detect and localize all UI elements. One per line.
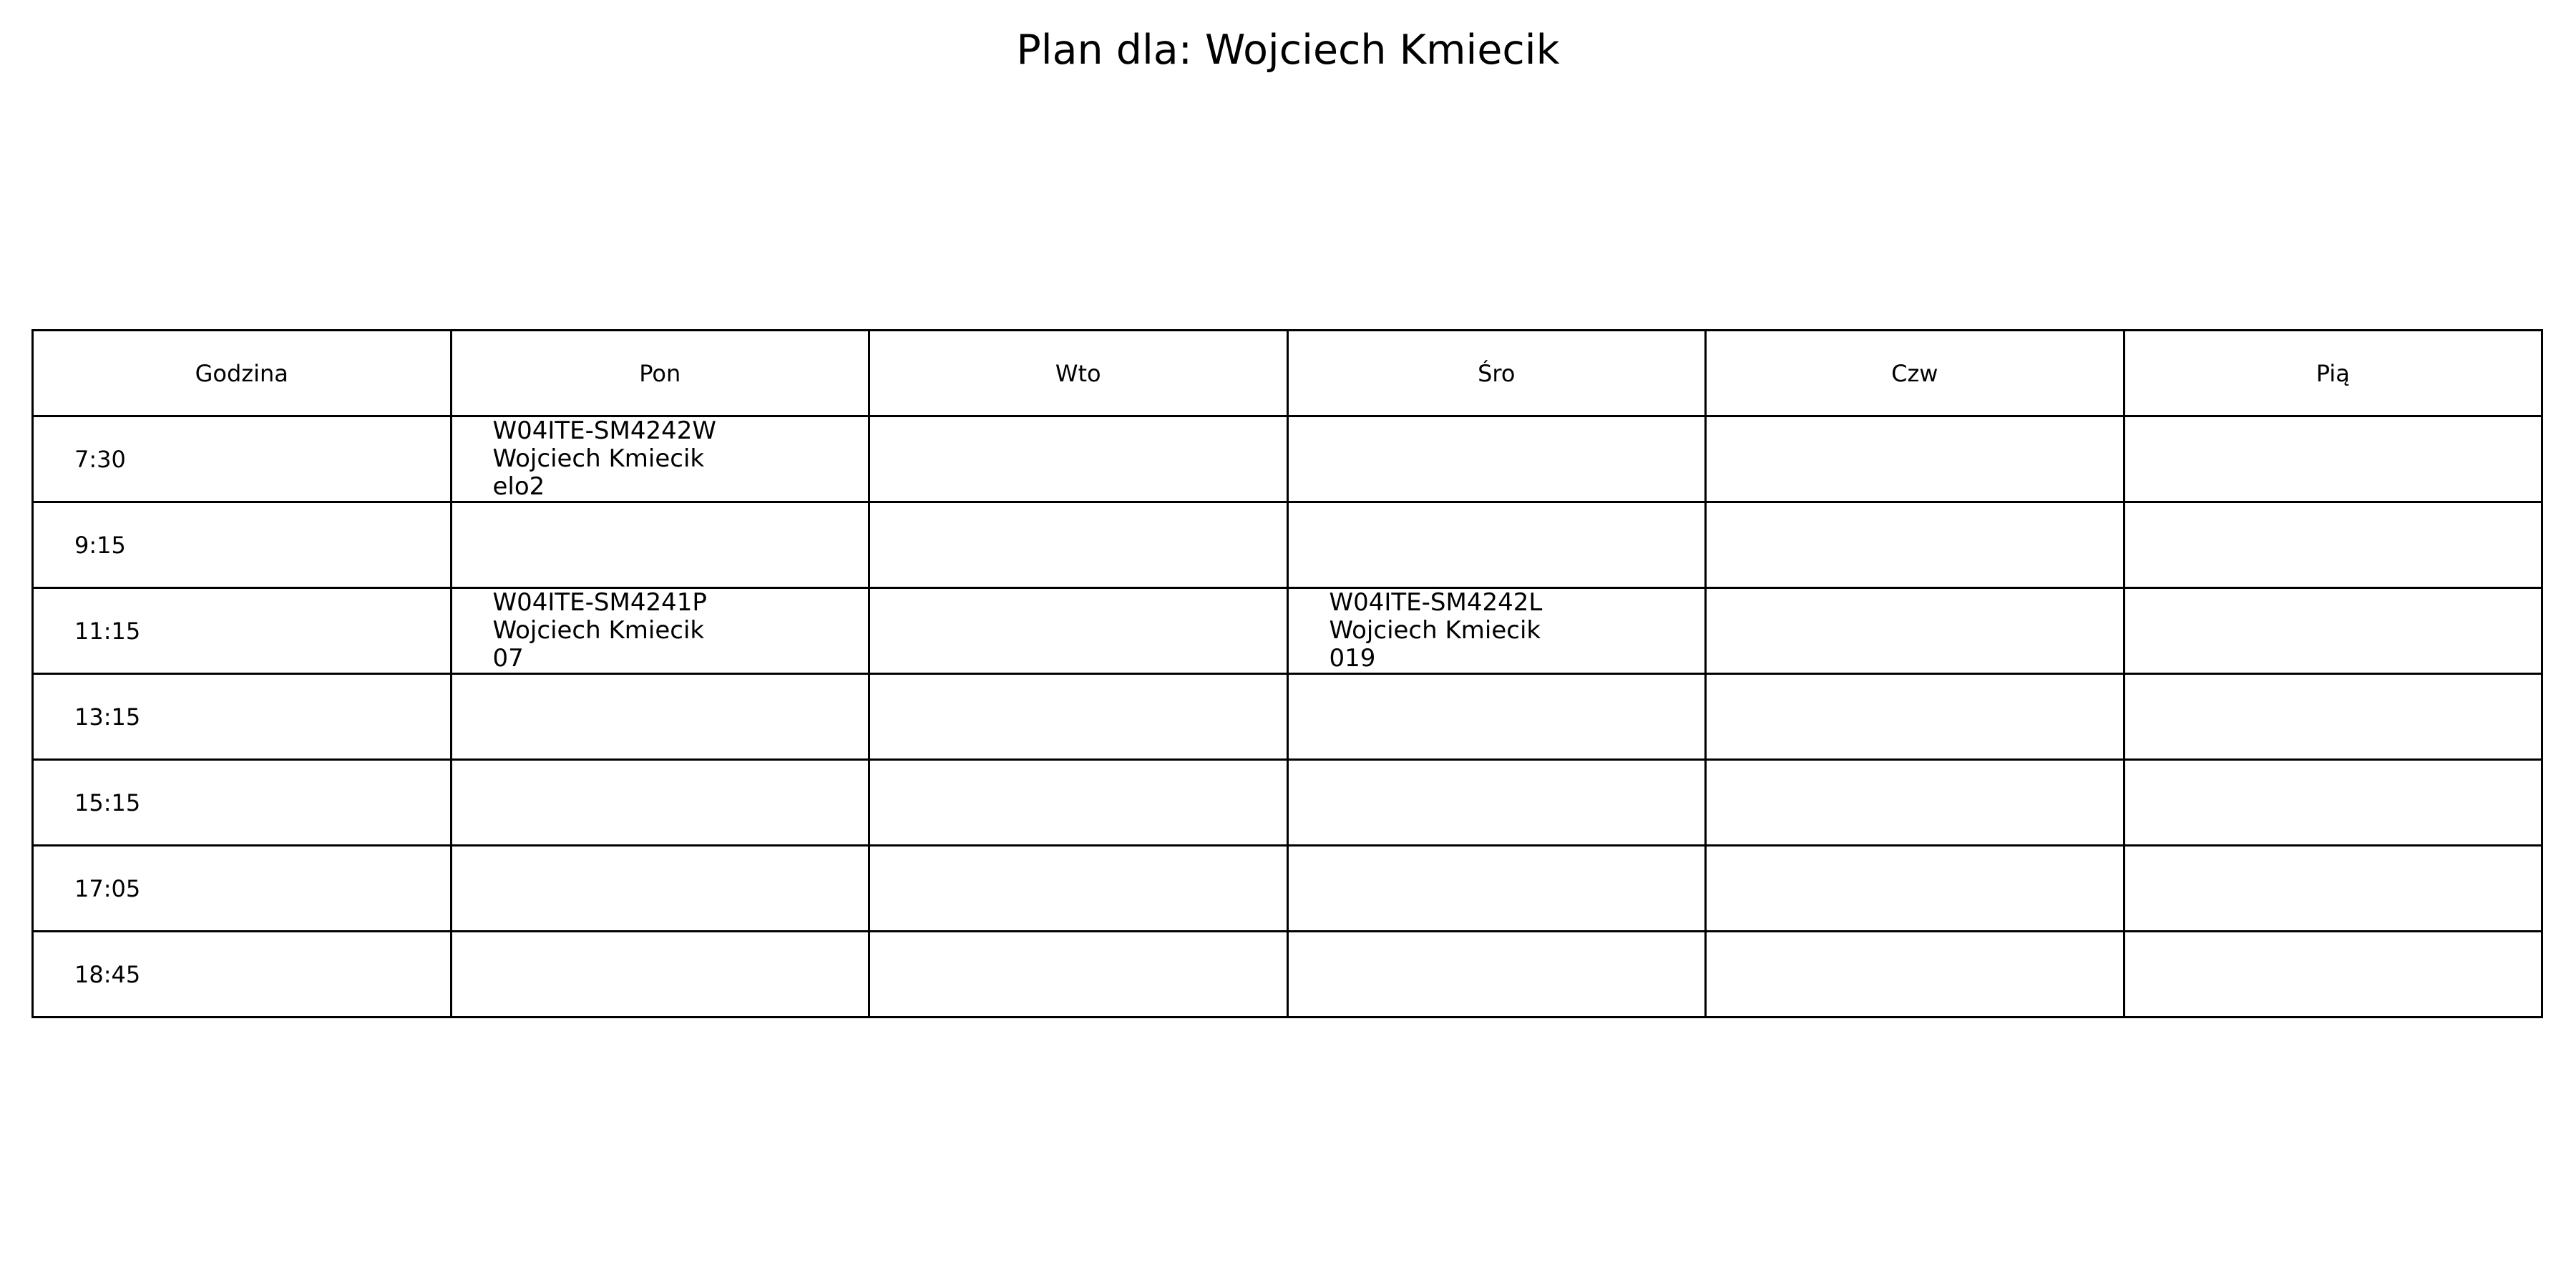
- table-row: [33, 932, 2542, 1018]
- schedule-cell: [451, 416, 869, 502]
- time-cell: [33, 588, 452, 674]
- schedule-cell: [451, 588, 869, 674]
- time-label: 17:05: [74, 874, 141, 902]
- schedule-cell: [1287, 588, 1706, 674]
- teacher-name: Wojciech Kmiecik: [492, 444, 705, 473]
- room-number: elo2: [492, 472, 545, 501]
- schedule-cell: [869, 932, 1288, 1018]
- course-code: W04ITE-SM4242L: [1329, 588, 1543, 617]
- table-row: [33, 416, 2542, 502]
- schedule-cell: [869, 674, 1288, 760]
- course-code: W04ITE-SM4242W: [492, 416, 716, 445]
- table-row: [33, 760, 2542, 846]
- schedule-cell: [1706, 416, 2124, 502]
- header-thursday: Czw: [1706, 331, 2124, 416]
- schedule-cell: [451, 932, 869, 1018]
- schedule-cell: [451, 846, 869, 932]
- table-row: [33, 588, 2542, 674]
- time-cell: [33, 846, 452, 932]
- schedule-cell: [1287, 760, 1706, 846]
- header-wednesday: Śro: [1287, 331, 1706, 416]
- schedule-cell: [2124, 502, 2542, 588]
- time-label: 13:15: [74, 703, 141, 731]
- room-number: 019: [1329, 644, 1376, 673]
- schedule-cell: [2124, 588, 2542, 674]
- schedule-cell: [2124, 674, 2542, 760]
- page-title: Plan dla: Wojciech Kmiecik: [1016, 26, 1560, 74]
- schedule-table: [31, 329, 2543, 1018]
- room-number: 07: [492, 644, 524, 673]
- schedule-cell: [1706, 502, 2124, 588]
- schedule-cell: [869, 502, 1288, 588]
- table-row: [33, 846, 2542, 932]
- schedule-cell: [2124, 846, 2542, 932]
- schedule-cell: [451, 502, 869, 588]
- schedule-cell: [451, 760, 869, 846]
- schedule-cell: [869, 760, 1288, 846]
- schedule-cell: [1706, 932, 2124, 1018]
- time-cell: [33, 760, 452, 846]
- schedule-cell: [2124, 932, 2542, 1018]
- course-code: W04ITE-SM4241P: [492, 588, 707, 617]
- time-label: 9:15: [74, 531, 126, 559]
- schedule-cell: [1706, 674, 2124, 760]
- teacher-name: Wojciech Kmiecik: [492, 616, 705, 645]
- header-row: [33, 331, 2542, 416]
- schedule-cell: [869, 846, 1288, 932]
- schedule-cell: [869, 416, 1288, 502]
- time-cell: [33, 674, 452, 760]
- schedule-cell: [1287, 674, 1706, 760]
- class-entry: [452, 589, 869, 673]
- schedule-cell: [451, 674, 869, 760]
- header-friday: Pią: [2124, 331, 2542, 416]
- schedule-cell: [1706, 588, 2124, 674]
- schedule-cell: [1706, 760, 2124, 846]
- table-row: [33, 502, 2542, 588]
- schedule-cell: [2124, 416, 2542, 502]
- time-label: 18:45: [74, 960, 141, 988]
- teacher-name: Wojciech Kmiecik: [1329, 616, 1541, 645]
- schedule-cell: [1287, 502, 1706, 588]
- table-row: [33, 674, 2542, 760]
- schedule-cell: [869, 588, 1288, 674]
- schedule-cell: [1706, 846, 2124, 932]
- header-hour: Godzina: [33, 331, 452, 416]
- time-cell: [33, 416, 452, 502]
- time-label: 15:15: [74, 789, 141, 816]
- schedule-cell: [1287, 846, 1706, 932]
- schedule-cell: [1287, 416, 1706, 502]
- time-label: 7:30: [74, 445, 126, 473]
- time-cell: [33, 932, 452, 1018]
- header-tuesday: Wto: [869, 331, 1288, 416]
- class-entry: [452, 417, 869, 501]
- schedule-cell: [1287, 932, 1706, 1018]
- class-entry: [1289, 589, 1705, 673]
- header-monday: Pon: [451, 331, 869, 416]
- time-label: 11:15: [74, 617, 141, 645]
- time-cell: [33, 502, 452, 588]
- schedule-cell: [2124, 760, 2542, 846]
